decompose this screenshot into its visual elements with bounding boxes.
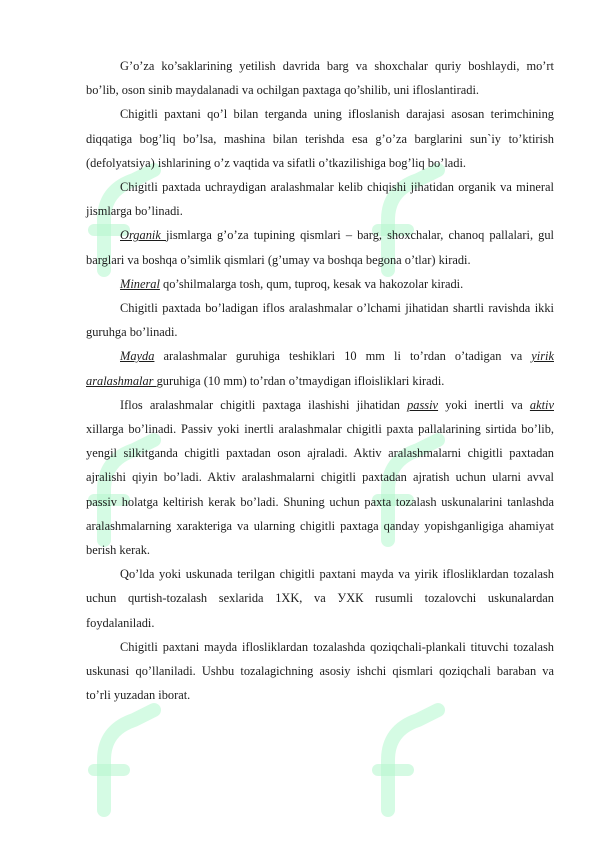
paragraph: [86, 223, 554, 271]
emphasized-term: passiv: [407, 397, 439, 412]
paragraph: [86, 635, 554, 708]
paragraph: [86, 393, 554, 562]
text-run: Chigitli paxtani mayda iflosliklardan tozalashda qoziqchali-plankali tituvchi tozalash uskunasi qo’llaniladi. Ushbu tozalagichning asosiy ishchi qismlari qoziqchali baraban va to’rli yuzadan iborat.: [86, 639, 554, 703]
text-run: jismlarga g’o’za tupining qismlari – barg, shoxchalar, chanoq pallalari, gul barglari va boshqa o’simlik qismlari (g’umay va boshqa begona o’tlar) kiradi.: [86, 228, 554, 267]
emphasized-term: aktiv: [529, 397, 554, 412]
watermark-logo-icon: [368, 690, 458, 820]
paragraph: [86, 54, 554, 102]
text-run: Qo’lda yoki uskunada terilgan chigitli paxtani mayda va yirik iflosliklardan tozalash uchun qurtish-tozalash sexlarida 1XK, va УХК rusumli tozalovchi uskunalardan foydalaniladi.: [86, 567, 554, 630]
text-run: G’o’za ko’saklarining yetilish davrida barg va shoxchalar quriy boshlaydi, mo’rt bo’lib, oson sinib maydalanadi va ochilgan paxtaga qo’shilib, uni ifloslantiradi.: [86, 59, 554, 98]
watermark-logo-icon: [84, 690, 174, 820]
text-run: qo’shilmalarga tosh, qum, tuproq, kesak va hakozolar kiradi.: [159, 276, 464, 291]
text-run: Chigitli paxtada uchraydigan aralashmalar kelib chiqishi jihatidan organik va mineral jismlarga bo’linadi.: [86, 180, 554, 219]
text-run: Iflos aralashmalar chigitli paxtaga ilashishi jihatidan: [120, 397, 408, 412]
text-run: xillarga bo’linadi. Passiv yoki inertli aralashmalar chigitli paxta pallalarining sirtida bo’lib, yengil silkitganda chigitli paxtadan oson ajraladi. Aktiv aralashmalarni chigitli paxtadan ajralishi qiyin bo’ladi. Aktiv aralashmalarni chigitli paxtadan ajratish uchun ularni avval passiv holatga keltirish kerak bo’ladi. Shuning uchun paxta tozalash uskunalarini tanlashda aralashmalarning xarakteriga va ularning chigitli paxtaga qanday yopishganligiga ahamiyat berish kerak.: [86, 422, 554, 558]
emphasized-term: Organik: [120, 228, 166, 243]
emphasized-term: Mineral: [120, 276, 160, 291]
text-run: guruhiga (10 mm) to’rdan o’tmaydigan ifloisliklari kiradi.: [156, 373, 445, 388]
paragraph: [86, 296, 554, 344]
text-run: Chigitli paxtani qo’l bilan terganda uning ifloslanish darajasi asosan terimchining diqqatiga bog’liq bo’lsa, mashina bilan terishda esa g’o’za barglarini sun`iy to’ktirish (defolyatsiya) ishlarining o’z vaqtida va sifatli o’tkazilishiga bog’liq bo’ladi.: [86, 107, 554, 170]
paragraph: [86, 562, 554, 635]
paragraph: [86, 175, 554, 223]
paragraph: [86, 272, 554, 296]
text-run: aralashmalar guruhiga teshiklari 10 mm li to’rdan o’tadigan va: [154, 349, 532, 364]
emphasized-term: yirik aralashmalar: [86, 349, 554, 388]
text-run: yoki inertli va: [438, 397, 530, 412]
paragraph: [86, 344, 554, 392]
emphasized-term: Mayda: [120, 349, 155, 364]
paragraph: [86, 102, 554, 175]
document-body: [86, 54, 554, 707]
text-run: Chigitli paxtada bo’ladigan iflos aralashmalar o’lchami jihatidan shartli ravishda ikki guruhga bo’linadi.: [86, 301, 554, 340]
